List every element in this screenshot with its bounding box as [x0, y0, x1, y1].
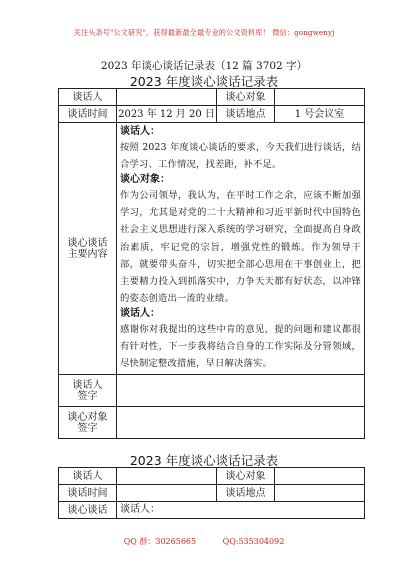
talker-sign-label-line2: 签字 [77, 390, 98, 402]
talker-value [117, 89, 217, 106]
talker-heading-1: 谈话人： [120, 126, 160, 137]
t2-place-label: 谈话地点 [217, 485, 275, 502]
talker-sign-label [59, 375, 117, 407]
t2-time-label: 谈话时间 [59, 485, 117, 502]
t2-talker-label: 谈话人 [59, 468, 117, 485]
place-label: 谈话地点 [217, 106, 275, 123]
place-value: 1 号会议室 [275, 106, 365, 123]
t2-talk-content [117, 502, 365, 519]
t2-talker-value [117, 468, 217, 485]
talker-heading-2: 谈话人： [120, 308, 160, 320]
record-table-2 [58, 467, 365, 519]
target-paragraph: 作为公司领导，我认为，在平时工作之余，应该不断加强学习，尤其是对党的二十大精神和习近平新时代中国特色社会主义思想进行深入系统的学习研究，全面提高自身政治素质，牢记党的宗旨，增强党性的锻炼。作为领导干部，就要带头奋斗，切实把全部心思用在干事创业上，把主要精力投入到抓落实中，力争天天都有好状态，以冲锋的姿态创造出一流的业绩。 [120, 190, 361, 305]
target-sign-label [59, 407, 117, 439]
content-label-line2: 主要内容 [67, 248, 108, 260]
record-table-1 [58, 88, 365, 439]
talker-sign-area [117, 375, 365, 407]
target-heading: 谈心对象： [120, 174, 170, 185]
content-label [59, 123, 117, 375]
target-sign-label-line1: 谈心对象 [67, 411, 108, 423]
talker-paragraph-1: 按照 2023 年度谈心谈话的要求，今天我们进行谈话，结合学习、工作情况，找差距，补不足。 [120, 142, 361, 170]
table2-title: 2023 年度谈心谈话记录表 [129, 453, 279, 468]
talk-content [117, 123, 365, 375]
t2-time-value [117, 485, 217, 502]
t2-talker-heading: 谈话人： [120, 504, 160, 515]
talker-paragraph-2: 感谢你对我提出的这些中肯的意见，提的问题和建议都很有针对性，下一步我将结合自身的工作实际及分管领域，尽快制定整改措施，早日解决落实。 [120, 324, 361, 370]
time-value: 2023 年 12 月 20 日 [117, 106, 217, 123]
target-sign-area [117, 407, 365, 439]
document-title: 2023 年谈心谈话记录表（12 篇 3702 字） [100, 60, 308, 72]
talker-sign-label-line1: 谈话人 [72, 379, 103, 391]
target-label: 谈心对象 [217, 89, 275, 106]
t2-target-value [275, 468, 365, 485]
footer-contacts [0, 536, 408, 547]
t2-target-label: 谈心对象 [217, 468, 275, 485]
content-label-line1: 谈心谈话 [67, 237, 108, 249]
qq-group-text: QQ 群：30265665 [123, 537, 197, 546]
time-label: 谈话时间 [59, 106, 117, 123]
qq-text: QQ:535304092 [222, 537, 285, 546]
header-banner: 关注头条号"公文研究"，获得最新最全最专业的公文资料库！ 微信：gongwenyj [73, 28, 335, 37]
target-sign-label-line2: 签字 [77, 422, 98, 434]
t2-content-label: 谈心谈话 [59, 502, 117, 519]
t2-place-value [275, 485, 365, 502]
table1-title: 2023 年度谈心谈话记录表 [129, 74, 279, 89]
talker-label: 谈话人 [59, 89, 117, 106]
target-value [275, 89, 365, 106]
